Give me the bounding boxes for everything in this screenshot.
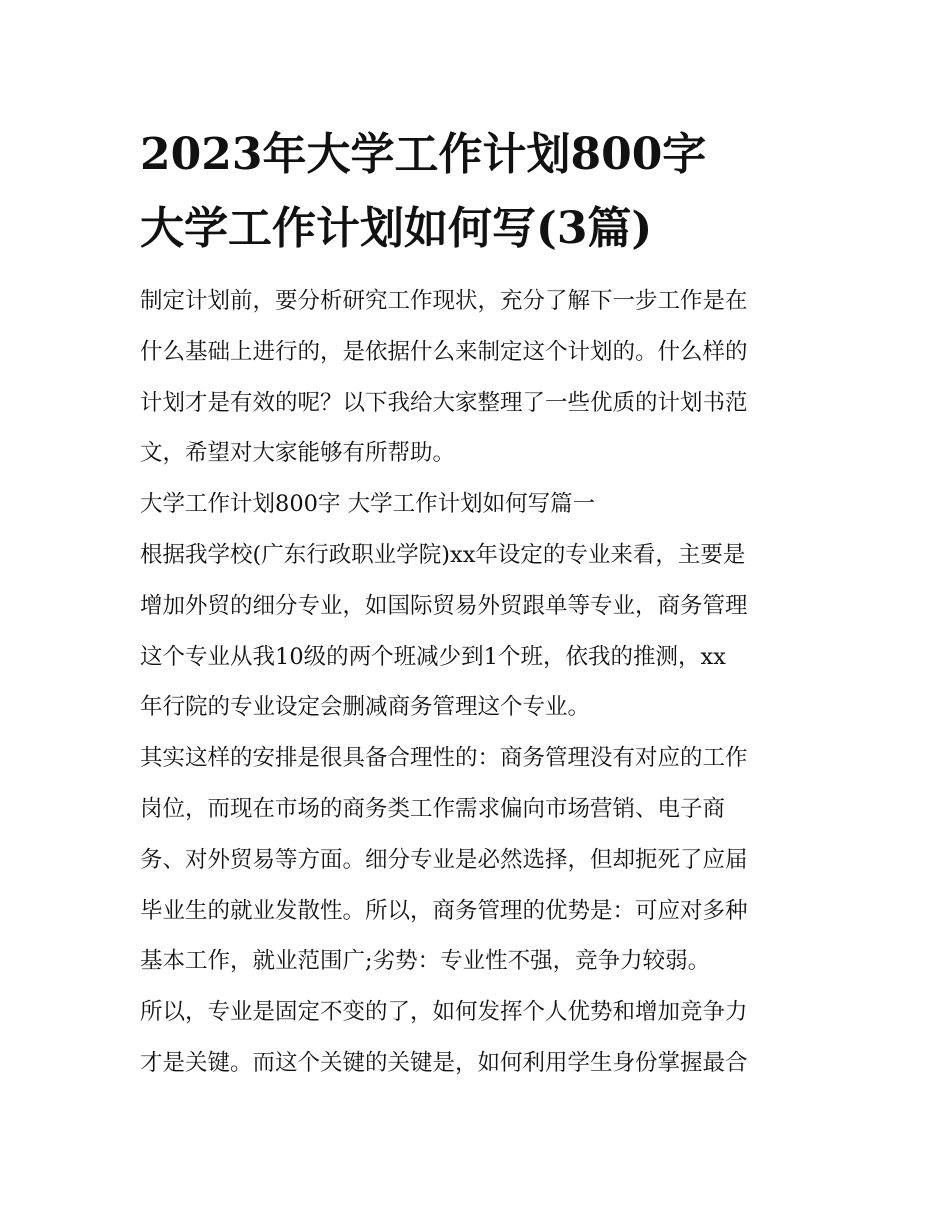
text-line: 大学工作计划800字 大学工作计划如何写篇一 xyxy=(140,491,596,518)
document-title xyxy=(140,118,830,266)
text-line: 其实这样的安排是很具备合理性的：商务管理没有对应的工作 xyxy=(140,745,748,772)
text-line: 基本工作，就业范围广;劣势：专业性不强，竞争力较弱。 xyxy=(140,948,711,975)
body-paragraph xyxy=(140,987,812,1089)
section-heading xyxy=(140,479,812,530)
text-line: 根据我学校(广东行政职业学院)xx年设定的专业来看，主要是 xyxy=(140,541,746,568)
body-paragraph xyxy=(140,733,812,987)
text-line: 什么基础上进行的，是依据什么来制定这个计划的。什么样的 xyxy=(140,338,748,365)
text-line: 才是关键。而这个关键的关键是，如何利用学生身份掌握最合 xyxy=(140,1049,748,1076)
text-line: 制定计划前，要分析研究工作现状，充分了解下一步工作是在 xyxy=(140,288,748,314)
intro-paragraph xyxy=(140,276,812,479)
title-line: 大学工作计划如何写(3篇) xyxy=(140,203,653,254)
text-line: 文，希望对大家能够有所帮助。 xyxy=(140,440,456,467)
text-line: 岗位，而现在市场的商务类工作需求偏向市场营销、电子商 xyxy=(140,795,726,822)
text-line: 计划才是有效的呢？以下我给大家整理了一些优质的计划书范 xyxy=(140,389,748,416)
title-line: 2023年大学工作计划800字 xyxy=(140,129,707,180)
document-body xyxy=(140,276,812,1089)
text-line: 这个专业从我10级的两个班减少到1个班，依我的推测，xx xyxy=(140,643,726,670)
text-line: 毕业生的就业发散性。所以，商务管理的优势是：可应对多种 xyxy=(140,897,748,924)
body-paragraph xyxy=(140,530,812,733)
text-line: 年行院的专业设定会删减商务管理这个专业。 xyxy=(140,694,591,721)
text-line: 所以，专业是固定不变的了，如何发挥个人优势和增加竞争力 xyxy=(140,999,748,1026)
text-line: 增加外贸的细分专业，如国际贸易外贸跟单等专业，商务管理 xyxy=(140,592,748,619)
text-line: 务、对外贸易等方面。细分专业是必然选择，但却扼死了应届 xyxy=(140,846,748,873)
